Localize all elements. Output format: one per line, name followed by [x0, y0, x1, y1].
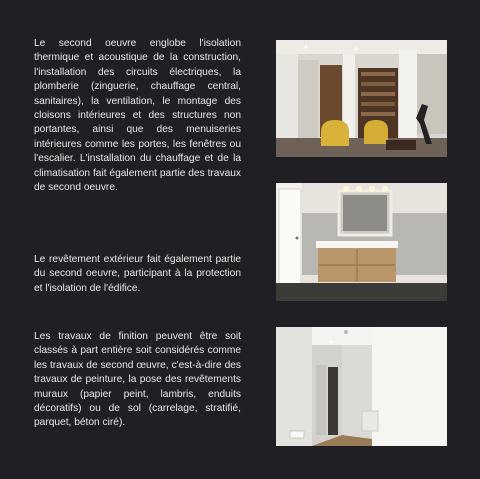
- hallway-photo: [276, 327, 447, 446]
- bathroom-vanity-photo: [276, 183, 447, 301]
- living-room-photo: [276, 40, 447, 157]
- paragraph-interior-works: Le second oeuvre englobe l'isolation thermique et acoustique de la construction, l'installation des circuits électriques, la plomberie (zinguerie, chauffage central, sanitaires), la ventilation, le montage des cloisons intérieures et des structures non portantes, ainsi que des menuiseries intérieures comme les portes, les fenêtres ou l'escalier. L'installation du chauffage et de la climatisation fait également partie des travaux de second oeuvre.: [34, 38, 241, 194]
- paragraph-exterior-cladding: Le revêtement extérieur fait également partie du second oeuvre, participant à la protection et l'isolation de l'édifice.: [34, 254, 241, 294]
- paragraph-finishing-works: Les travaux de finition peuvent être soit classés à part entière soit considérés comme les travaux de second œuvre, c'est-à-dire des travaux de peinture, la pose des revêtements muraux (papier peint, lambris, enduits décoratifs) ou de sol (carrelage, stratifié, parquet, béton ciré).: [34, 331, 241, 429]
